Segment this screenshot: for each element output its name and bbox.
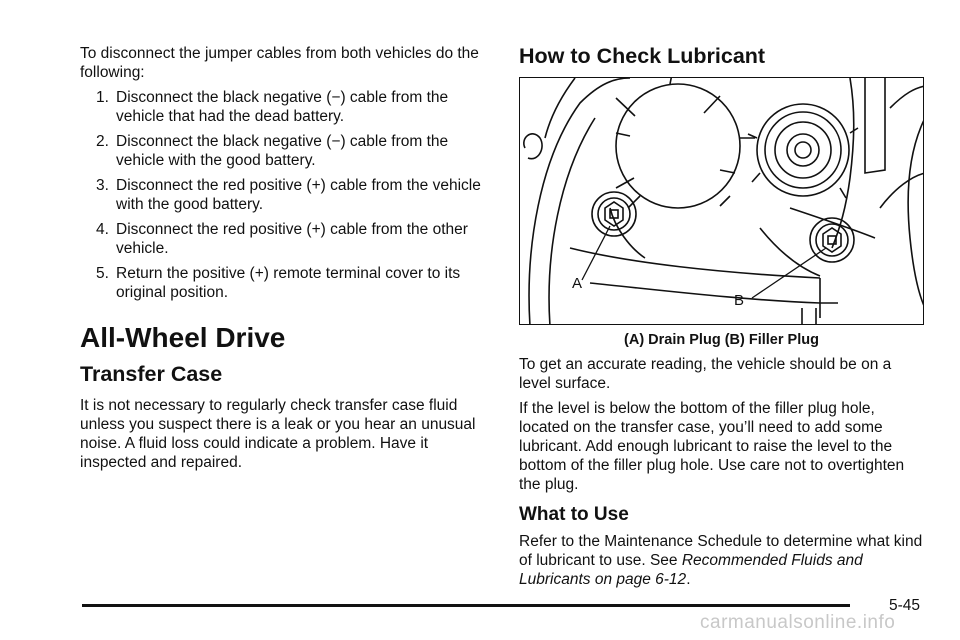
step-text: Disconnect the red positive (+) cable from the vehicle with the good battery. bbox=[116, 177, 481, 213]
footer-rule bbox=[82, 604, 850, 607]
list-item bbox=[80, 88, 490, 126]
filler-plug-paragraph: If the level is below the bottom of the filler plug hole, located on the transfer case, you’ll need to add some lubricant. Add enough lubricant to raise the level to the bottom of the filler plug hole. Use care not to overtighten the plug. bbox=[519, 400, 905, 493]
subsection-heading-transfer-case: Transfer Case bbox=[80, 362, 223, 386]
disconnect-steps-list bbox=[80, 88, 490, 302]
step-number: 4. bbox=[96, 221, 109, 238]
label-b: B bbox=[734, 292, 745, 309]
label-a: A bbox=[572, 275, 583, 292]
step-text: Disconnect the red positive (+) cable from the other vehicle. bbox=[116, 221, 468, 257]
page-number: 5-45 bbox=[889, 597, 921, 614]
list-item bbox=[80, 220, 490, 258]
intro-paragraph: To disconnect the jumper cables from both vehicles do the following: bbox=[80, 45, 479, 81]
heading-what-to-use: What to Use bbox=[519, 504, 629, 525]
transfer-case-paragraph: It is not necessary to regularly check transfer case fluid unless you suspect there is a leak or you hear an unusual noise. A fluid loss could indicate a problem. Have it inspected and repaired. bbox=[80, 397, 476, 471]
list-item bbox=[80, 132, 490, 170]
transfer-case-illustration bbox=[519, 77, 924, 325]
section-heading-all-wheel-drive: All-Wheel Drive bbox=[80, 322, 286, 353]
step-text: Return the positive (+) remote terminal cover to its original position. bbox=[116, 265, 461, 301]
right-column bbox=[519, 44, 924, 589]
step-number: 2. bbox=[96, 133, 109, 150]
step-text: Disconnect the black negative (−) cable from the vehicle with the good battery. bbox=[116, 133, 449, 169]
step-number: 3. bbox=[96, 177, 109, 194]
left-column bbox=[80, 44, 490, 472]
what-to-use-paragraph bbox=[519, 532, 924, 589]
watermark: carmanualsonline.info bbox=[700, 612, 896, 633]
what-to-use-suffix: . bbox=[686, 571, 691, 588]
heading-how-to-check-lubricant: How to Check Lubricant bbox=[519, 44, 766, 68]
what-to-use-text: Refer to the Maintenance Schedule to determine what kind of lubricant to use. See bbox=[519, 533, 923, 569]
list-item bbox=[80, 176, 490, 214]
list-item bbox=[80, 264, 490, 302]
step-text: Disconnect the black negative (−) cable from the vehicle that had the dead battery. bbox=[116, 89, 449, 125]
level-surface-paragraph: To get an accurate reading, the vehicle should be on a level surface. bbox=[519, 356, 892, 392]
step-number: 1. bbox=[96, 89, 109, 106]
figure-caption: (A) Drain Plug (B) Filler Plug bbox=[624, 332, 819, 348]
fluids-reference-link[interactable]: Recommended Fluids and Lubricants on page 6-12 bbox=[519, 552, 863, 588]
step-number: 5. bbox=[96, 265, 109, 282]
